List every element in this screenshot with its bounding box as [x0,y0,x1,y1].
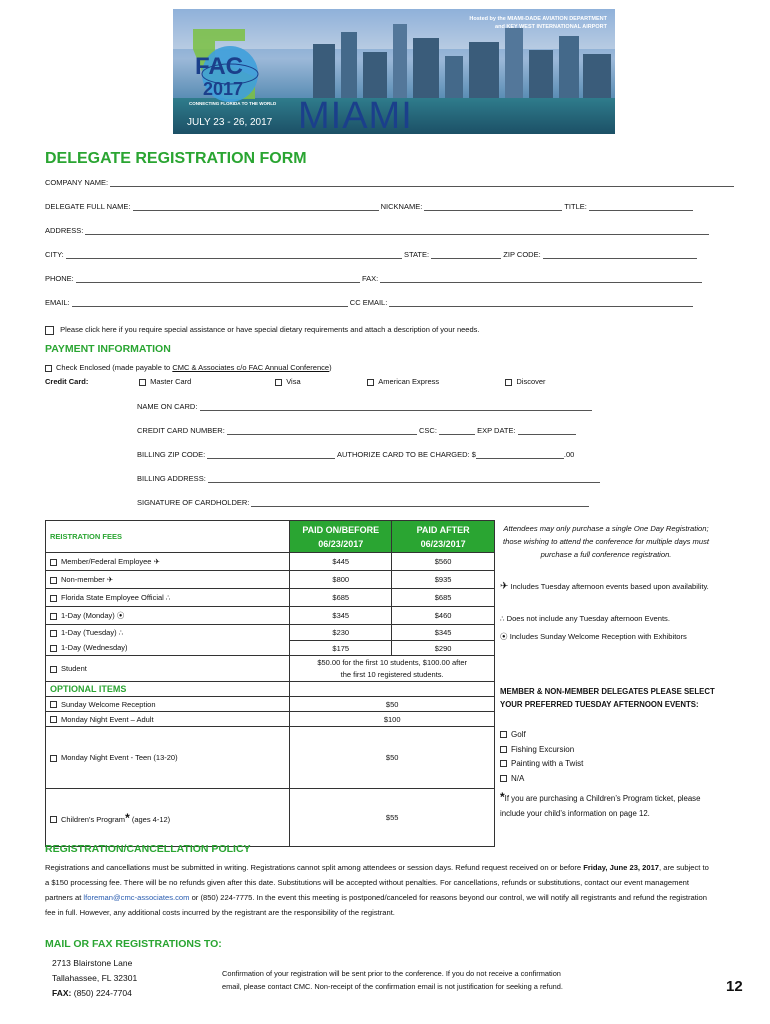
city-input[interactable] [66,251,402,259]
authorize-label: AUTHORIZE CARD TO BE CHARGED: $ [336,450,476,459]
asterisk-icon: * [125,810,130,825]
optional-row-label [46,727,290,789]
name-on-card-input[interactable] [200,403,592,411]
logo-tagline: CONNECTING FLORIDA TO THE WORLD [189,101,277,106]
conference-banner [173,9,615,134]
fee-row-label [46,625,290,641]
special-assistance-label: Please click here if you require special assistance or have special dietary requirements and attach a description of your needs. [60,325,480,334]
target-icon: ⦿ [500,632,508,641]
fee-before: $800 [290,571,392,589]
fee-after: $685 [392,589,495,607]
fee-row [46,641,495,656]
col-before-line1: PAID ON/BEFORE [302,524,380,535]
event-option [500,772,583,787]
hosted-line-2: and KEY WEST INTERNATIONAL AIRPORT [495,24,607,30]
wednesday-label: 1-Day (Wednesday) [61,643,128,653]
select-events-heading: MEMBER & NON-MEMBER DELEGATES PLEASE SELECT YOUR PREFERRED TUESDAY AFTERNOON EVENTS: [500,687,715,709]
policy-heading: REGISTRATION/CANCELLATION POLICY [45,843,251,855]
exp-label: EXP DATE: [477,426,516,435]
billing-zip-label: BILLING ZIP CODE: [137,450,206,459]
optional-header-spacer [290,682,495,697]
na-label: N/A [511,773,525,783]
painting-checkbox[interactable] [500,760,507,767]
event-option [500,728,583,743]
student-row [46,656,495,682]
policy-text [45,860,715,920]
monday-adult-label: Monday Night Event – Adult [61,714,154,724]
member-label: Member/Federal Employee [61,557,152,566]
fee-row [46,589,495,607]
fee-after: $935 [392,571,495,589]
student-price-line2: the first 10 registered students. [340,669,444,679]
monday-teen-checkbox[interactable] [50,755,57,762]
phone-input[interactable] [76,275,360,283]
airplane-icon: ✈ [106,575,114,584]
city-label: CITY: [45,250,64,259]
triangle-arrows-icon: ∴ [165,595,171,602]
optional-row-label [46,697,290,712]
email-input[interactable] [72,299,348,307]
golf-checkbox[interactable] [500,731,507,738]
target-icon: ⦿ [116,611,125,620]
student-checkbox[interactable] [50,666,57,673]
fee-row-label [46,553,290,571]
na-checkbox[interactable] [500,775,507,782]
visa-checkbox[interactable] [275,379,282,386]
logo-text: FAC [195,53,243,80]
address-label: ADDRESS: [45,226,84,235]
student-price-line1: $50.00 for the first 10 students, $100.00 after [317,657,467,667]
name-on-card-label: NAME ON CARD: [137,402,198,411]
tuesday-note [500,580,714,593]
authorize-amount-input[interactable] [476,451,564,459]
visa-label: Visa [286,377,301,386]
monday-teen-label: Monday Night Event - Teen (13-20) [61,753,178,762]
one-day-note: Attendees may only purchase a single One Day Registration; those wishing to attend the conference for multiple days must purchase a full conference registration. [503,524,709,559]
optional-row [46,697,495,712]
childrens-program-checkbox[interactable] [50,816,57,823]
mail-address [52,956,137,1001]
student-label: Student [61,664,87,673]
policy-part-2: , are subject to a $150 processing fee. There will be no refunds given after this date. Substitutions will be accepted without penalties. For cancellations, refunds or substitutions, contact our event management partners at [45,863,709,902]
fee-before: $345 [290,607,392,625]
children-note-text: If you are purchasing a Children’s Program ticket, please include your child’s information on page 12. [500,794,701,818]
form-title: DELEGATE REGISTRATION FORM [45,150,307,167]
mastercard-label: Master Card [150,377,192,386]
check-suffix: ) [329,363,332,372]
signature-row [137,498,589,507]
children-note [500,790,714,821]
col-after-line1: PAID AFTER [416,524,470,535]
amex-checkbox[interactable] [367,379,374,386]
conference-dates: JULY 23 - 26, 2017 [187,117,273,128]
optional-price: $50 [290,727,495,789]
check-enclosed-checkbox[interactable] [45,365,52,372]
delegate-input[interactable] [133,203,379,211]
optional-heading: OPTIONAL ITEMS [46,682,290,697]
col-after-header [392,521,495,553]
confirmation-line1: Confirmation of your registration will be sent prior to the conference. If you do not receive a confirmation [222,969,561,978]
policy-email-link[interactable]: lforeman@cmc-associates.com [83,893,190,902]
zip-input[interactable] [543,251,697,259]
address-row [45,226,709,235]
csc-input[interactable] [439,427,475,435]
col-before-line2: 06/23/2017 [318,538,364,549]
fee-row-label [46,607,290,625]
fees-heading: REISTRATION FEES [46,521,290,553]
optional-row [46,712,495,727]
amex-label: American Express [378,377,440,386]
tuesday-label: 1-Day (Tuesday) [61,628,117,638]
billing-zip-input[interactable] [207,451,335,459]
sunday-note-text: Includes Sunday Welcome Reception with Exhibitors [509,632,687,641]
title-input[interactable] [589,203,693,211]
signature-label: SIGNATURE OF CARDHOLDER: [137,498,250,507]
fee-row-label [46,641,290,656]
mail-fax-line [52,986,137,1001]
mail-address-line2: Tallahassee, FL 32301 [52,973,138,983]
mail-fax-label: FAX: [52,988,72,998]
credit-card-row [45,377,715,386]
fishing-checkbox[interactable] [500,746,507,753]
fee-row [46,625,495,641]
optional-price: $55 [290,789,495,847]
billing-zip-row [137,450,574,459]
optional-row-label [46,712,290,727]
page-number: 12 [726,978,743,995]
policy-part-1: Registrations and cancellations must be submitted in writing. Registrations cannot split among attendees or session days. Refund request received on or before [45,863,584,872]
zip-label: ZIP CODE: [503,250,541,259]
optional-row [46,789,495,847]
mail-heading: MAIL OR FAX REGISTRATIONS TO: [45,938,222,950]
triangle-arrows-icon: ∴ [118,630,124,638]
special-assistance-row [45,325,480,335]
address-input[interactable] [85,227,709,235]
state-label: STATE: [403,250,430,259]
policy-part-3: or (850) 224-7775. In the event this meeting is postponed/canceled for reasons beyond our control, we will notify all registrants and refund the registration fee in full. However, any additional costs incurred by the registrant are the responsibility of the registrant. [45,893,707,917]
fee-after: $560 [392,553,495,571]
optional-header-row [46,682,495,697]
city-row [45,250,697,259]
fee-after: $460 [392,607,495,625]
check-payee: CMC & Associates c/o FAC Annual Conference [172,363,330,372]
student-label-cell [46,656,290,682]
student-price [290,656,495,682]
optional-price: $50 [290,697,495,712]
special-assistance-checkbox[interactable] [45,326,54,335]
confirmation-line2: email, please contact CMC. Non-receipt of the confirmation email is not justification for seeking a refund. [222,982,563,991]
discover-checkbox[interactable] [505,379,512,386]
nickname-input[interactable] [424,203,562,211]
billing-address-input[interactable] [208,475,600,483]
fee-row [46,553,495,571]
fee-after: $290 [392,641,495,656]
childrens-program-label: Children’s Program [61,814,126,824]
company-input[interactable] [110,179,734,187]
monday-adult-checkbox[interactable] [50,716,57,723]
event-option [500,757,583,772]
fishing-label: Fishing Excursion [511,744,575,754]
delegate-label: DELEGATE FULL NAME: [45,202,131,211]
authorize-cents: .00 [563,450,575,459]
no-tuesday-note-text: Does not include any Tuesday afternoon Events. [506,614,670,623]
conference-city: MIAMI [298,95,413,134]
hosted-by [469,15,607,31]
csc-label: CSC: [418,426,437,435]
billing-address-row [137,474,600,483]
check-prefix: Check Enclosed (made payable to [56,363,173,372]
fee-row-label [46,571,290,589]
member-checkbox[interactable] [50,559,57,566]
fee-row-label [46,589,290,607]
airplane-icon: ✈ [500,581,509,592]
fees-header-row [46,521,495,553]
mail-fax-number: (850) 224-7704 [71,988,132,998]
exp-input[interactable] [518,427,576,435]
col-before-header [290,521,392,553]
card-number-input[interactable] [227,427,417,435]
nonmember-checkbox[interactable] [50,577,57,584]
childrens-program-ages: (ages 4-12) [131,814,171,824]
monday-label: 1-Day (Monday) [61,611,115,620]
policy-date: Friday, June 23, 2017 [583,863,660,872]
fee-before: $445 [290,553,392,571]
fee-before: $230 [290,625,392,641]
no-tuesday-note [500,612,714,626]
fee-before: $175 [290,641,392,656]
fee-row [46,607,495,625]
billing-address-label: BILLING ADDRESS: [137,474,206,483]
company-row [45,178,734,187]
welcome-reception-label: Sunday Welcome Reception [61,699,156,709]
email-label: EMAIL: [45,298,70,307]
triangle-arrows-icon: ∴ [500,616,505,623]
registration-fees-table [45,520,495,847]
cc-email-input[interactable] [389,299,693,307]
welcome-reception-checkbox[interactable] [50,701,57,708]
asterisk-icon: * [500,790,505,804]
mastercard-checkbox[interactable] [139,379,146,386]
fax-label: FAX: [361,274,379,283]
card-number-row [137,426,576,435]
phone-row [45,274,702,283]
fee-row [46,571,495,589]
monday-checkbox[interactable] [50,613,57,620]
cc-email-label: CC EMAIL: [349,298,388,307]
name-on-card-row [137,402,592,411]
phone-label: PHONE: [45,274,74,283]
payment-heading: PAYMENT INFORMATION [45,343,171,355]
card-number-label: CREDIT CARD NUMBER: [137,426,225,435]
signature-input[interactable] [251,499,589,507]
optional-price: $100 [290,712,495,727]
confirmation-note [222,967,563,993]
discover-label: Discover [516,377,546,386]
delegate-row [45,202,693,211]
state-input[interactable] [431,251,501,259]
optional-row [46,727,495,789]
event-option [500,743,583,758]
tuesday-note-text: Includes Tuesday afternoon events based upon availability. [510,582,709,591]
check-row [45,363,332,372]
tuesday-checkbox[interactable] [50,630,57,637]
state-employee-label: Florida State Employee Official [61,593,164,602]
mail-address-line1: 2713 Blairstone Lane [52,958,133,968]
logo-year: 2017 [203,79,244,99]
state-employee-checkbox[interactable] [50,595,57,602]
nonmember-label: Non-member [61,575,105,584]
golf-label: Golf [511,730,526,739]
optional-row-label [46,789,290,847]
fee-after: $345 [392,625,495,641]
email-row [45,298,693,307]
col-after-line2: 06/23/2017 [420,538,466,549]
fax-input[interactable] [380,275,702,283]
events-list [500,728,583,786]
hosted-line-1: Hosted by the MIAMI-DADE AVIATION DEPARTMENT [469,16,607,22]
company-label: COMPANY NAME: [45,178,109,187]
sunday-note [500,630,700,643]
nickname-label: NICKNAME: [380,202,423,211]
title-label: TITLE: [564,202,587,211]
wednesday-checkbox[interactable] [50,645,57,652]
painting-label: Painting with a Twist [511,759,584,768]
credit-card-label: Credit Card: [45,377,89,386]
fee-before: $685 [290,589,392,607]
airplane-icon: ✈ [153,557,160,566]
